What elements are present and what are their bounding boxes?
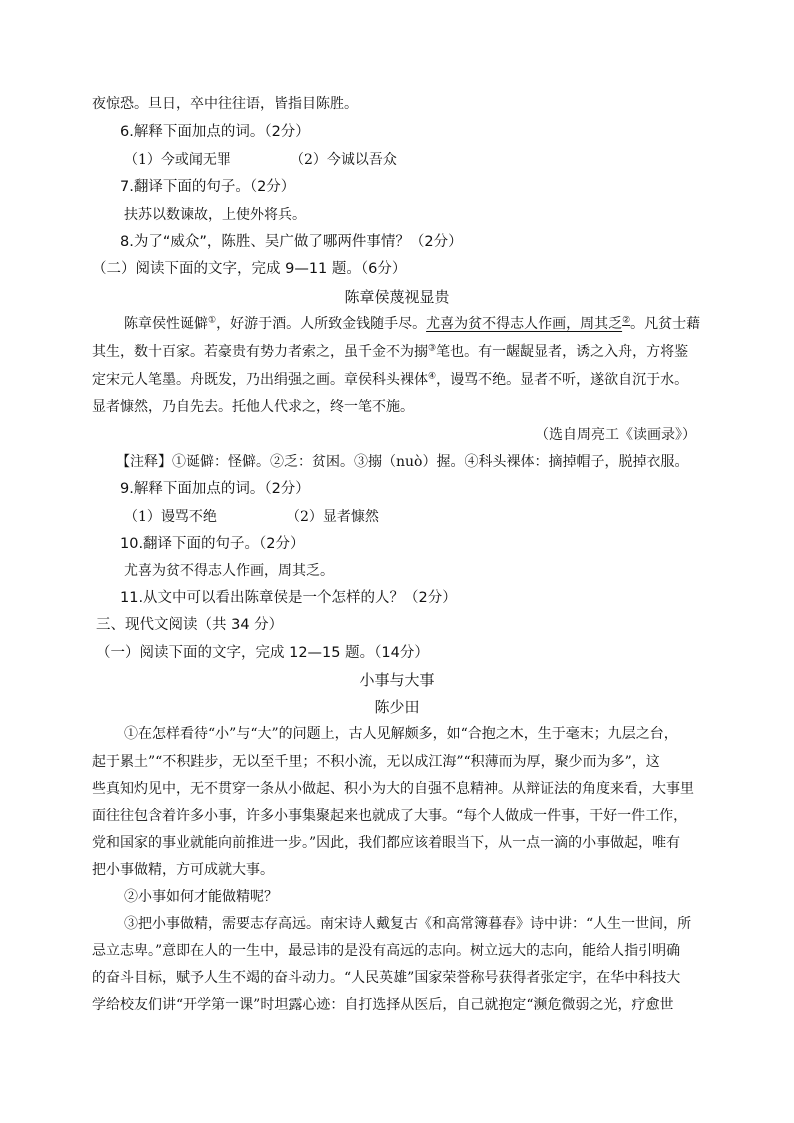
- question-7-sentence: 扶苏以数谏故，上使外将兵。: [124, 207, 306, 223]
- question-9-item-1: （1）谩骂不绝: [124, 509, 217, 525]
- question-10-sentence: 尤喜为贫不得志人作画，周其乏。: [124, 563, 334, 579]
- passage-source: （选自周亮工《读画录》）: [535, 427, 696, 443]
- article-title: 小事与大事: [359, 671, 435, 689]
- footnote-marker: ②: [622, 315, 631, 326]
- article-line: ③把小事做精，需要志存高远。南宋诗人戴复古《和高常簿暮春》诗中讲：“人生一世间，所: [124, 916, 692, 932]
- passage-line: [92, 342, 688, 362]
- question-9: 9.解释下面加点的词。（2分）: [120, 481, 310, 497]
- annotations: 【注释】①诞僻：怪僻。②乏：贫困。③搦（nuò）握。④科头裸体：摘掉帽子，脱掉衣服。: [116, 454, 689, 470]
- passage-text: ，好游于酒。人所致金钱随手尽。: [216, 316, 427, 332]
- passage-title: 陈章侯蔑视显贵: [344, 288, 450, 306]
- question-6-item-1: （1）今或闻无罪: [124, 152, 231, 168]
- article-line: 面往往包含着许多小事，许多小事集聚起来也就成了大事。“每个人做成一件事，干好一件工作，: [92, 808, 688, 824]
- footnote-marker: ④: [428, 371, 437, 382]
- question-6: 6.解释下面加点的词。（2分）: [120, 124, 310, 140]
- passage-text: 。凡贫士藉: [630, 316, 701, 332]
- question-10: 10.翻译下面的句子。（2分）: [120, 536, 305, 552]
- article-author: 陈少田: [374, 698, 420, 716]
- passage-text: 陈章侯性诞僻: [124, 316, 208, 332]
- question-8: 8.为了“威众”，陈胜、吴广做了哪两件事情？（2分）: [120, 234, 463, 250]
- question-6-item-2: （2）今诚以吾众: [290, 152, 397, 168]
- section-2-heading: （二）阅读下面的文字，完成 9—11 题。（6分）: [92, 261, 407, 277]
- passage-text: ，谩骂不绝。显者不听，遂欲自沉于水。: [436, 372, 689, 388]
- passage-text: 笔也。有一龌龊显者，诱之入舟，方将鉴: [436, 344, 689, 360]
- section-3-heading: 三、现代文阅读（共 34 分）: [96, 617, 284, 633]
- article-line: ①在怎样看待“小”与“大”的问题上，古人见解颇多，如“合抱之木，生于毫末；九层之台，: [124, 726, 678, 742]
- question-7: 7.翻译下面的句子。（2分）: [120, 179, 296, 195]
- text-line: 夜惊恐。旦日，卒中往往语，皆指目陈胜。: [92, 96, 358, 112]
- passage-line: [124, 314, 700, 334]
- article-line: ②小事如何才能做精呢？: [124, 889, 278, 905]
- passage-line: [92, 370, 688, 390]
- passage-line: 显者慷然，乃自先去。托他人代求之，终一笔不施。: [92, 399, 414, 415]
- article-line: 起于累土”“不积跬步，无以至千里；不积小流，无以成江海”“积薄而为厚，聚少而为多”，这: [92, 754, 660, 770]
- underlined-sentence: 尤喜为贫不得志人作画，周其乏: [426, 316, 623, 332]
- passage-text: 其生，数十百家。若豪贵有势力者索之，虽千金不为搦: [92, 344, 428, 360]
- article-line: 党和国家的事业就能向前推进一步。”因此，我们都应该着眼当下，从一点一滴的小事做起，唯有: [92, 835, 681, 851]
- article-line: 些真知灼见中，无不贯穿一条从小做起、积小为大的自强不息精神。从辩证法的角度来看，大事里: [92, 781, 694, 797]
- question-11: 11.从文中可以看出陈章侯是一个怎样的人？（2分）: [120, 590, 457, 606]
- passage-text: 定宋元人笔墨。舟既发，乃出绢强之画。章侯科头裸体: [92, 372, 428, 388]
- article-line: 学给校友们讲“开学第一课”时坦露心迹：自打选择从医后，自己就抱定“濒危微弱之光，疗愈世: [92, 997, 674, 1013]
- question-9-item-2: （2）显者慷然: [286, 509, 379, 525]
- article-line: 的奋斗目标，赋予人生不竭的奋斗动力。“人民英雄”国家荣誉称号获得者张定宇，在华中科技大: [92, 970, 681, 986]
- footnote-marker: ③: [428, 343, 437, 354]
- section-3-part-1-heading: （一）阅读下面的文字，完成 12—15 题。（14分）: [96, 645, 429, 661]
- article-line: 忌立志卑。”意即在人的一生中，最忌讳的是没有高远的志向。树立远大的志向，能给人指引明确: [92, 943, 681, 959]
- footnote-marker: ①: [208, 315, 217, 326]
- article-line: 把小事做精，方可成就大事。: [92, 862, 274, 878]
